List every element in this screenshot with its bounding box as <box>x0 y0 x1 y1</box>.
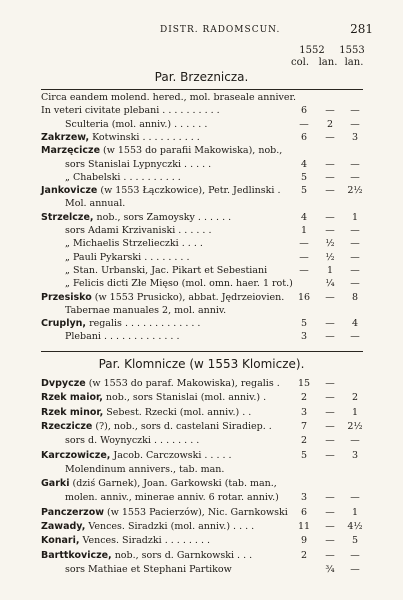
entry-description: Tabernae manuales 2, mol. anniv. <box>65 304 227 316</box>
entry-row <box>0 265 403 277</box>
lan-1553-value: 1 <box>351 406 359 418</box>
entry-description: (w 1553 Prusicko), abbat. Jędrzeiovien. <box>91 291 285 303</box>
entry-description: Jacob. Carczowski . . . . . <box>110 449 232 461</box>
col-value: 2 <box>300 435 308 447</box>
entry-text <box>41 407 251 419</box>
entry-row <box>0 159 403 171</box>
entry-text <box>65 252 190 264</box>
entry-text <box>41 507 288 519</box>
lan-1552-value: — <box>325 318 335 330</box>
col-value: — <box>299 118 309 130</box>
entry-description: Kotwinski . . . . . . . . . . <box>89 131 200 143</box>
lan-1553-value: — <box>350 563 360 575</box>
place-name: Rzek maior, <box>41 392 103 404</box>
entry-row <box>0 535 403 547</box>
entry-text <box>41 535 210 547</box>
entry-row <box>0 252 403 264</box>
col-value: 9 <box>300 535 308 547</box>
lan-1553-value: — <box>350 225 360 236</box>
place-name: Barttkovicze, <box>41 549 112 561</box>
lan-1552-value: — <box>325 378 335 389</box>
col-value: — <box>299 238 309 250</box>
col-value: 5 <box>300 318 308 330</box>
entry-text <box>65 305 226 317</box>
entry-description: Sculteria (mol. anniv.) . . . . . . <box>65 118 208 130</box>
entry-description: Mol. annual. <box>65 198 126 210</box>
entry-text <box>65 278 293 290</box>
col-value: 2 <box>300 549 308 561</box>
col-value: 4 <box>300 158 308 170</box>
entry-description: (w 1553 do parafii Makowiska), nob., <box>100 145 283 157</box>
entry-row <box>0 450 403 462</box>
lan-1552-value: 2 <box>326 118 334 130</box>
col-value: — <box>299 264 309 276</box>
entry-text <box>41 145 282 157</box>
lan-1553-value: — <box>350 278 360 290</box>
page-number: 281 <box>350 22 373 36</box>
running-title: DISTR. RADOMSCUN. <box>160 25 281 35</box>
place-name: Rzeczicze <box>41 420 93 432</box>
col-value: 3 <box>300 331 308 343</box>
lan-1553-value: — <box>350 549 360 561</box>
section-rule <box>41 89 363 90</box>
lan-1553-value: — <box>350 492 360 504</box>
entry-row <box>0 278 403 290</box>
entry-row <box>0 305 403 317</box>
lan-1553-value: 4 <box>351 318 359 330</box>
col-value: 5 <box>300 185 308 197</box>
lan-1553-value: 3 <box>351 449 359 461</box>
entry-row <box>0 392 403 404</box>
lan-1553-value: 8 <box>351 291 359 303</box>
lan-1552-value: ½ <box>325 251 335 263</box>
entry-row <box>0 550 403 562</box>
entry-row <box>0 478 403 490</box>
entry-description: sors Stanislai Lypnyczki . . . . . <box>65 158 212 170</box>
place-name: Jankovicze <box>41 185 98 197</box>
entry-description: (dziś Garnek), Joan. Garkowski (tab. man., <box>69 478 277 490</box>
lan-1553-value: — <box>350 264 360 276</box>
entry-description: regalis . . . . . . . . . . . . . <box>86 318 201 330</box>
entry-row <box>0 407 403 419</box>
entry-description: „ Pauli Pykarski . . . . . . . . <box>65 251 190 263</box>
lan-1553-value: 1 <box>351 211 359 223</box>
entry-description: sors Mathiae et Stephani Partikow <box>65 563 232 575</box>
entry-row <box>0 119 403 131</box>
entry-row <box>0 238 403 250</box>
entry-text <box>41 378 280 390</box>
entry-text <box>65 238 203 250</box>
entry-text <box>65 331 179 343</box>
lan-1552-value: — <box>325 449 335 461</box>
place-name: Cruplyn, <box>41 318 87 330</box>
lan-1552-value: — <box>325 225 335 236</box>
place-name: Zawady, <box>41 521 86 532</box>
entry-text <box>65 119 207 131</box>
entry-text <box>65 464 224 476</box>
entry-row <box>0 521 403 533</box>
entry-description: Circa eandem molend. hered., mol. braseale anniver. <box>41 92 297 103</box>
entry-row <box>0 331 403 343</box>
entry-row <box>0 105 403 117</box>
col-value: 6 <box>300 105 308 117</box>
entry-row <box>0 198 403 210</box>
entry-row <box>0 318 403 330</box>
col-value: 1 <box>300 225 308 236</box>
lan-1552-value: — <box>325 211 335 223</box>
entry-text <box>65 564 232 576</box>
entry-description: sors d. Woynyczki . . . . . . . . <box>65 435 200 447</box>
lan-1553-value: — <box>350 118 360 130</box>
entry-text <box>65 435 199 447</box>
col-value: 7 <box>300 420 308 432</box>
lan-1552-value: ¾ <box>325 563 335 575</box>
place-name: Panczerzow <box>41 506 105 518</box>
entry-row <box>0 378 403 390</box>
lan-1553-value: 3 <box>351 131 359 143</box>
col-label: col. <box>291 57 309 68</box>
entry-row <box>0 421 403 433</box>
entry-text <box>41 521 254 533</box>
place-name: Dvpycze <box>41 378 86 389</box>
entry-text <box>41 421 272 433</box>
entry-text <box>41 105 220 117</box>
place-name: Marzęcicze <box>41 145 101 157</box>
entry-text <box>41 92 296 104</box>
entry-text <box>41 212 231 224</box>
lan-1552-value: — <box>325 105 335 117</box>
entry-description: Vences. Siradzki . . . . . . . . <box>79 535 211 547</box>
entry-row <box>0 185 403 197</box>
entry-description: (w 1553 Pacierzów), Nic. Garnkowski <box>104 506 288 518</box>
place-name: Garki <box>41 478 70 490</box>
entry-row <box>0 564 403 576</box>
lan-1553-value: — <box>350 435 360 447</box>
lan-1553-value: — <box>350 251 360 263</box>
entry-text <box>41 450 232 462</box>
lan-1552-value: — <box>325 331 335 343</box>
place-name: Rzek minor, <box>41 406 104 418</box>
entry-text <box>65 492 279 504</box>
entry-text <box>65 225 211 237</box>
col-value: 16 <box>297 291 311 303</box>
entry-row <box>0 132 403 144</box>
year-1553: 1553 <box>339 45 365 56</box>
lan-1553-value: — <box>350 105 360 117</box>
entry-description: sors Adami Krzivaniski . . . . . . <box>65 225 212 236</box>
lan-1553-value: 5 <box>351 535 359 547</box>
lan-1552-value: ¼ <box>325 278 335 290</box>
entry-description: „ Stan. Urbanski, Jac. Pikart et Sebestiani <box>65 264 268 276</box>
lan-1552-value: — <box>325 291 335 303</box>
lan-1553-value: 2½ <box>347 185 363 197</box>
entry-text <box>41 318 200 330</box>
col-value: 15 <box>297 378 311 389</box>
entry-text <box>41 392 266 404</box>
entry-row <box>0 172 403 184</box>
lan-1552-value: — <box>325 171 335 183</box>
lan-1552-value: — <box>325 549 335 561</box>
col-value: 11 <box>297 521 311 532</box>
place-name: Zakrzew, <box>41 131 90 143</box>
entry-row <box>0 292 403 304</box>
entry-text <box>41 185 280 197</box>
lan-1552-value: — <box>325 435 335 447</box>
entry-text <box>65 198 125 210</box>
section-title-brzeznicza: Par. Brzeznicza. <box>154 70 249 84</box>
place-name: Karczowicze, <box>41 449 111 461</box>
entry-text <box>41 550 252 562</box>
year-1552: 1552 <box>299 45 325 56</box>
entry-description: Plebani . . . . . . . . . . . . . <box>65 331 180 343</box>
lan-1553-value: — <box>350 158 360 170</box>
entry-text <box>65 172 181 184</box>
place-name: Strzelcze, <box>41 211 94 223</box>
entry-description: (?), nob., sors d. castelani Siradiep. . <box>92 420 272 432</box>
entry-description: Molendinum annivers., tab. man. <box>65 463 225 475</box>
col-value: 3 <box>300 406 308 418</box>
entry-row <box>0 435 403 447</box>
entry-description: molen. anniv., minerae anniv. 6 rotar. anniv.) <box>65 492 279 504</box>
entry-description: nob., sors d. Garnkowski . . . <box>111 549 253 561</box>
col-value: 2 <box>300 392 308 404</box>
col-value: 3 <box>300 492 308 504</box>
col-value: 6 <box>300 506 308 518</box>
entry-description: „ Felicis dicti Złe Mięso (mol. omn. haer. 1 rot.) <box>65 278 293 290</box>
lan-1553-value: — <box>350 238 360 250</box>
lan-1552-value: — <box>325 535 335 547</box>
entry-row <box>0 492 403 504</box>
lan-label-1553: lan. <box>344 57 364 68</box>
lan-1552-value: — <box>325 185 335 197</box>
entry-description: „ Chabelski . . . . . . . . . . <box>65 171 181 183</box>
entry-row <box>0 225 403 237</box>
entry-description: Sebest. Rzecki (mol. anniv.) . . <box>103 406 252 418</box>
lan-1553-value: — <box>350 331 360 343</box>
lan-label-1552: lan. <box>318 57 338 68</box>
col-value: 6 <box>300 131 308 143</box>
lan-1553-value: 2 <box>351 392 359 404</box>
entry-row <box>0 92 403 104</box>
lan-1553-value: 4½ <box>347 521 363 532</box>
lan-1553-value: — <box>350 171 360 183</box>
lan-1552-value: — <box>325 392 335 404</box>
entry-text <box>41 478 277 490</box>
place-name: Przesisko <box>41 291 92 303</box>
lan-1552-value: — <box>325 420 335 432</box>
entry-description: nob., sors Zamoysky . . . . . . <box>93 211 232 223</box>
entry-description: In veteri civitate plebani . . . . . . . . . . <box>41 105 220 117</box>
section-title-klomnicze: Par. Klomnicze (w 1553 Klomicze). <box>98 357 305 371</box>
col-value: 5 <box>300 449 308 461</box>
entry-text <box>65 265 267 277</box>
lan-1552-value: — <box>325 406 335 418</box>
lan-1552-value: ½ <box>325 238 335 250</box>
col-value: 5 <box>300 171 308 183</box>
entry-description: Vences. Siradzki (mol. anniv.) . . . . <box>85 521 255 532</box>
entry-row <box>0 145 403 157</box>
lan-1552-value: — <box>325 158 335 170</box>
lan-1552-value: — <box>325 506 335 518</box>
col-value: — <box>299 251 309 263</box>
entry-description: (w 1553 Łączkowice), Petr. Jedlinski . <box>97 185 281 197</box>
lan-1552-value: — <box>325 521 335 532</box>
entry-description: (w 1553 do paraf. Makowiska), regalis . <box>85 378 280 389</box>
entry-text <box>41 292 284 304</box>
lan-1552-value: — <box>325 131 335 143</box>
lan-1553-value: 2½ <box>347 420 363 432</box>
place-name: Konari, <box>41 535 80 547</box>
entry-row <box>0 212 403 224</box>
lan-1552-value: 1 <box>326 264 334 276</box>
entry-description: nob., sors Stanislai (mol. anniv.) . <box>102 392 267 404</box>
entry-row <box>0 507 403 519</box>
page-header <box>0 22 403 39</box>
entry-text <box>41 132 200 144</box>
entry-text <box>65 159 211 171</box>
lan-1553-value: 1 <box>351 506 359 518</box>
entry-description: „ Michaelis Strzelieczki . . . . <box>65 238 203 250</box>
col-value: 4 <box>300 211 308 223</box>
section-rule <box>41 351 363 352</box>
entry-row <box>0 464 403 476</box>
lan-1552-value: — <box>325 492 335 504</box>
